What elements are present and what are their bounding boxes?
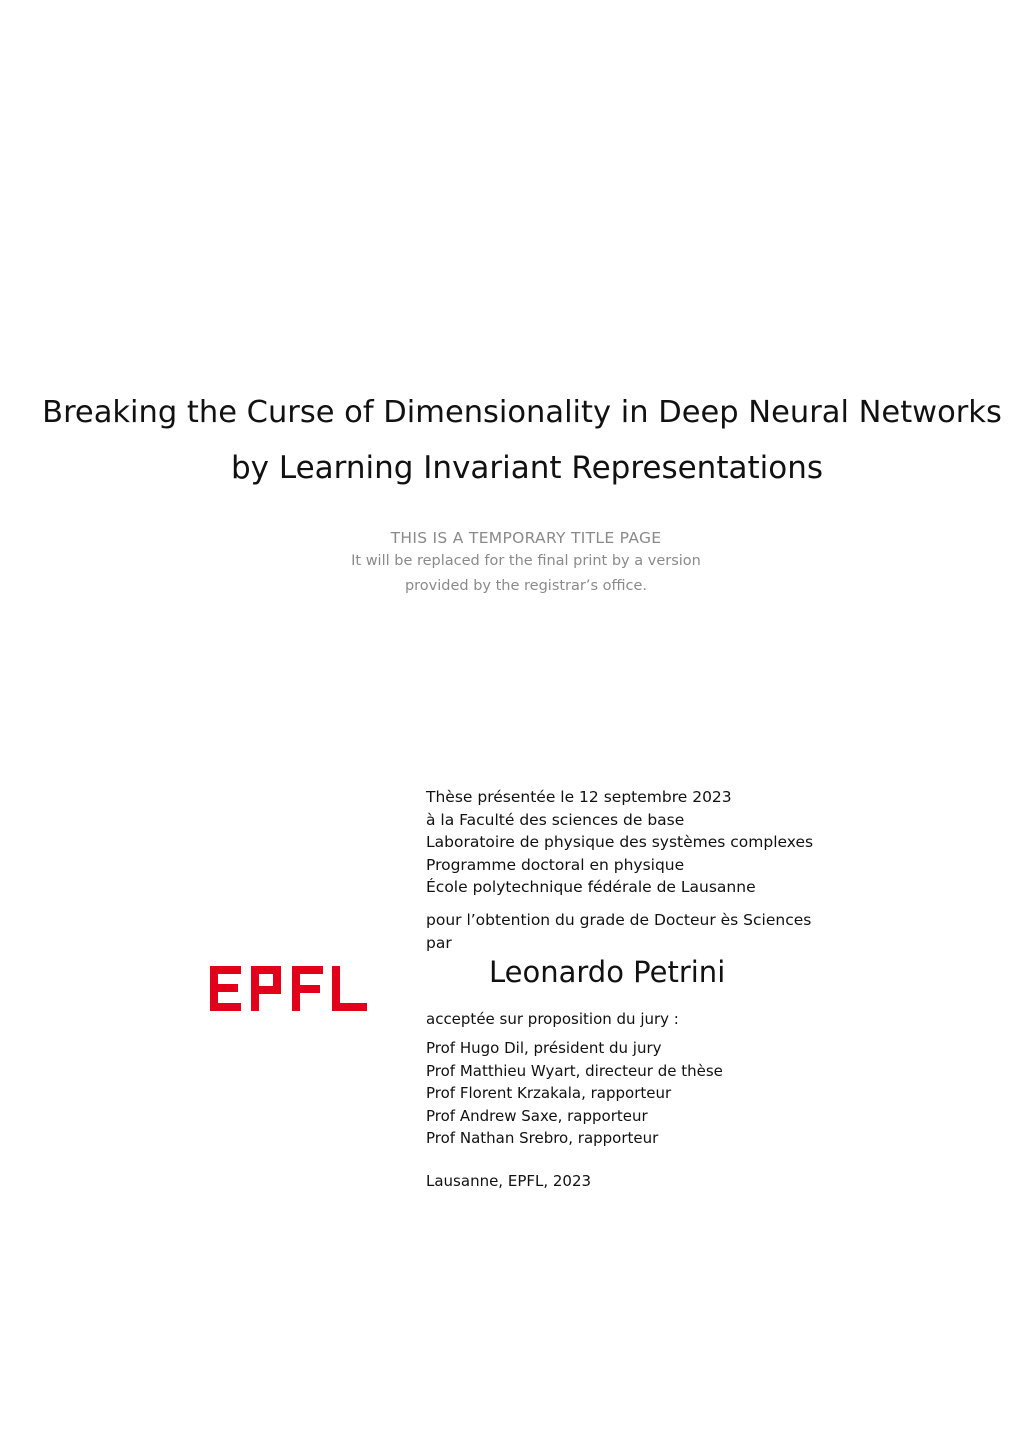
laboratory-line: Laboratoire de physique des systèmes complexes — [426, 833, 814, 851]
jury-member: Prof Andrew Saxe, rapporteur — [426, 1106, 648, 1125]
jury-member: Prof Hugo Dil, président du jury — [426, 1039, 662, 1057]
degree-purpose-block — [426, 909, 811, 954]
title-line-1: Breaking the Curse of Dimensionality in Deep Neural Networks — [42, 395, 1002, 430]
epfl-logo-graphic — [210, 966, 367, 1011]
jury-member: Prof Matthieu Wyart, directeur de thèse — [426, 1061, 723, 1080]
temporary-notice-line-2: provided by the registrar’s office. — [404, 578, 648, 594]
par-line: par — [426, 933, 452, 952]
jury-intro: acceptée sur proposition du jury : — [426, 1010, 679, 1028]
temporary-notice-line-1: It will be replaced for the final print by a version — [351, 553, 701, 569]
faculty-line: à la Faculté des sciences de base — [426, 810, 685, 829]
temporary-notice-heading: THIS IS A TEMPORARY TITLE PAGE — [390, 529, 662, 547]
place-date: Lausanne, EPFL, 2023 — [426, 1172, 592, 1190]
jury-member: Prof Nathan Srebro, rapporteur — [426, 1129, 659, 1147]
thesis-date-line: Thèse présentée le 12 septembre 2023 — [426, 788, 732, 806]
thesis-info-block — [426, 786, 813, 899]
title-line-2: by Learning Invariant Representations — [230, 450, 824, 486]
author-name: Leonardo Petrini — [489, 955, 726, 989]
degree-purpose-line: pour l’obtention du grade de Docteur ès Sciences — [426, 911, 812, 929]
jury-member: Prof Florent Krzakala, rapporteur — [426, 1084, 672, 1102]
doctoral-program-line: Programme doctoral en physique — [426, 855, 685, 874]
jury-list — [426, 1037, 723, 1150]
epfl-logo — [210, 966, 367, 1011]
school-line: École polytechnique fédérale de Lausanne — [426, 878, 756, 896]
